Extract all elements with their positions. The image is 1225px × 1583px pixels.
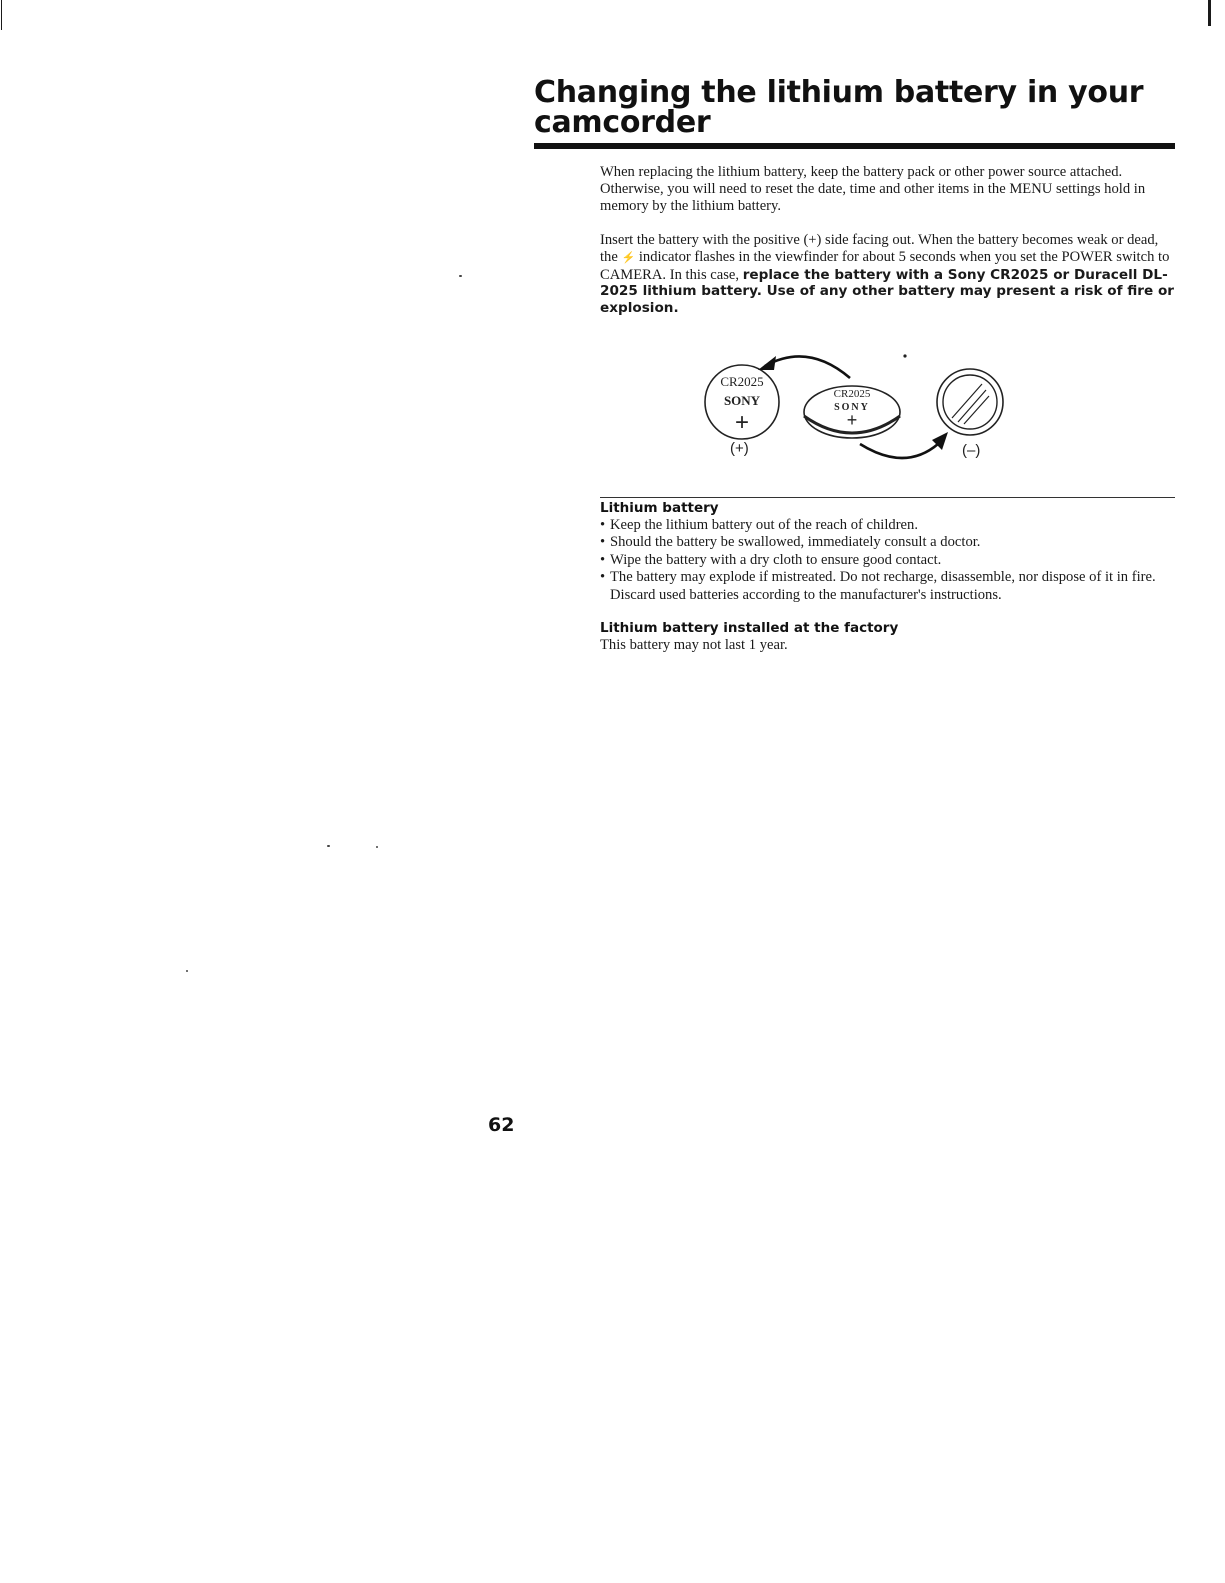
battery-tilted-brand: SONY (834, 402, 870, 413)
intro-paragraph-2-warning: replace the battery with a Sony CR2025 or Duracell DL-2025 lithium battery. Use of any other battery may present a risk of fire or explosion. (600, 266, 1175, 317)
battery-indicator-icon: ⚡ (621, 251, 636, 264)
intro-paragraph-2-mid: indicator flashes in the viewfinder for about 5 seconds when you set the POWER switch to CAMERA. In this case, (600, 248, 1170, 283)
scan-speck (376, 846, 378, 848)
scan-speck (327, 845, 330, 847)
list-item: • The battery may explode if mistreated. Do not recharge, disassemble, nor dispose of it in fire. Discard used batteries according to the manufacturer's instructions. (600, 569, 1175, 604)
battery-back-icon (937, 369, 1003, 435)
battery-front-model: CR2025 (720, 374, 764, 389)
intro-section (600, 164, 1175, 317)
battery-tilted-icon (804, 386, 900, 438)
scan-edge-mark-left (1, 0, 2, 30)
battery-front-brand: SONY (723, 393, 761, 408)
battery-front-icon (705, 365, 779, 439)
negative-side-label: (–) (962, 442, 981, 459)
scan-speck (459, 275, 462, 277)
page-number: 62 (488, 1114, 515, 1136)
page-title: Changing the lithium battery in your camcorder (534, 75, 1144, 140)
title-rule (534, 143, 1175, 149)
positive-side-label: (+) (730, 440, 749, 457)
intro-paragraph-2-start: Insert the battery with the positive (+) side facing out. When the battery becomes weak or dead, the (600, 231, 1159, 265)
scan-edge-mark-right (1208, 0, 1211, 26)
list-item: • Should the battery be swallowed, immediately consult a doctor. (600, 534, 1175, 551)
factory-battery-text: This battery may not last 1 year. (600, 637, 788, 654)
lithium-battery-heading: Lithium battery (600, 500, 719, 516)
battery-replacement-figure (700, 340, 1020, 470)
figure-speck-icon (903, 354, 906, 357)
list-item: • Wipe the battery with a dry cloth to ensure good contact. (600, 552, 1175, 569)
intro-paragraph-1: When replacing the lithium battery, keep the battery pack or other power source attached. Otherwise, you will need to reset the date, time and other items in the MENU settings hold in memory by the lithium battery. (600, 164, 1146, 214)
battery-tilted-model: CR2025 (833, 388, 871, 400)
scan-speck (186, 970, 188, 972)
battery-tilted-sign: + (846, 410, 858, 430)
flip-arrow-top-icon (758, 356, 850, 378)
lithium-battery-bullets (600, 517, 1175, 604)
list-item: • Keep the lithium battery out of the reach of children. (600, 517, 1175, 534)
intro-paragraph-2 (600, 232, 1175, 318)
notes-section (600, 500, 1175, 654)
factory-battery-heading: Lithium battery installed at the factory (600, 620, 899, 637)
battery-front-sign: + (734, 409, 750, 436)
notes-rule (600, 497, 1175, 498)
